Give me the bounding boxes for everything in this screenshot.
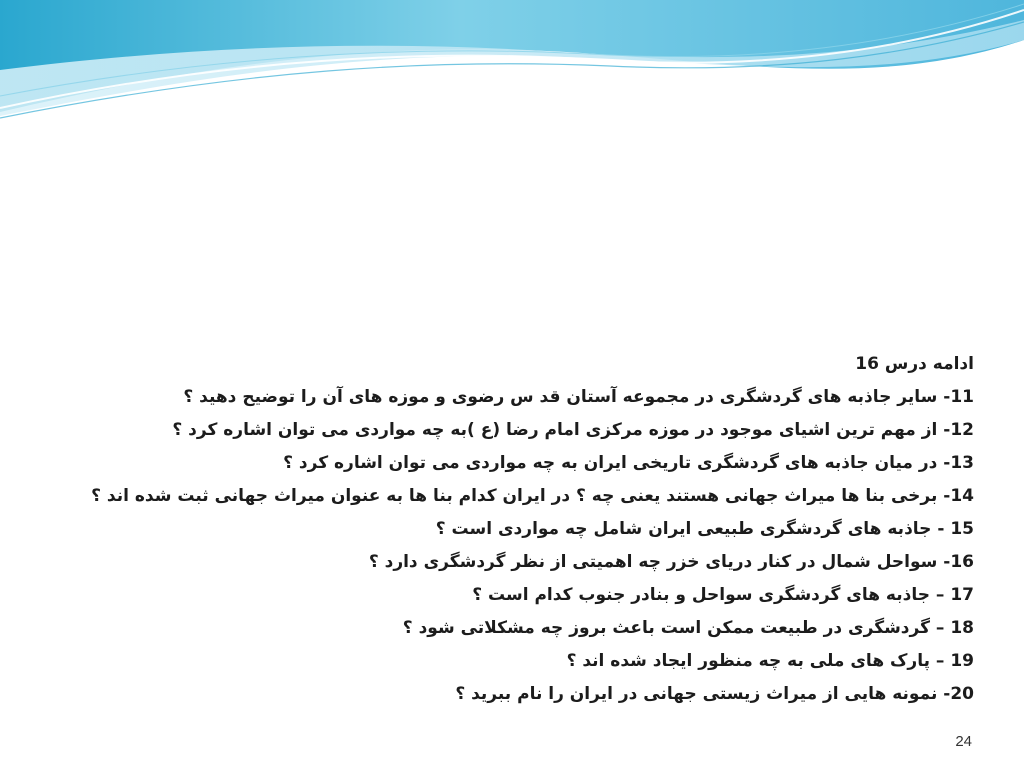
- question-12: 12- از مهم ترین اشیای موجود در موزه مرکزی امام رضا (ع )به چه مواردی می توان اشاره کرد ؟: [172, 420, 974, 440]
- question-15: 15 - جاذبه های گردشگری طبیعی ایران شامل چه مواردی است ؟: [435, 519, 974, 539]
- slide-content: [91, 348, 974, 711]
- question-19: 19 – پارک های ملی به چه منظور ایجاد شده اند ؟: [566, 651, 974, 671]
- slide-heading: ادامه درس 16: [855, 354, 974, 374]
- page-number: 24: [955, 733, 972, 750]
- question-17: 17 – جاذبه های گردشگری سواحل و بنادر جنوب کدام است ؟: [472, 585, 974, 605]
- question-18: 18 – گردشگری در طبیعت ممکن است باعث بروز چه مشکلاتی شود ؟: [402, 618, 974, 638]
- question-20: 20- نمونه هایی از میراث زیستی جهانی در ایران را نام ببرید ؟: [455, 684, 974, 704]
- question-13: 13- در میان جاذبه های گردشگری تاریخی ایران به چه مواردی می توان اشاره کرد ؟: [283, 453, 974, 473]
- question-11: 11- سایر جاذبه های گردشگری در مجموعه آستان قد س رضوی و موزه های آن را توضیح دهید ؟: [183, 387, 974, 407]
- header-wave-decoration: [0, 0, 1024, 140]
- question-14: 14- برخی بنا ها میراث جهانی هستند یعنی چه ؟ در ایران کدام بنا ها به عنوان میراث جهانی ثبت شده اند ؟: [91, 486, 974, 506]
- question-16: 16- سواحل شمال در کنار دریای خزر چه اهمیتی از نظر گردشگری دارد ؟: [368, 552, 974, 572]
